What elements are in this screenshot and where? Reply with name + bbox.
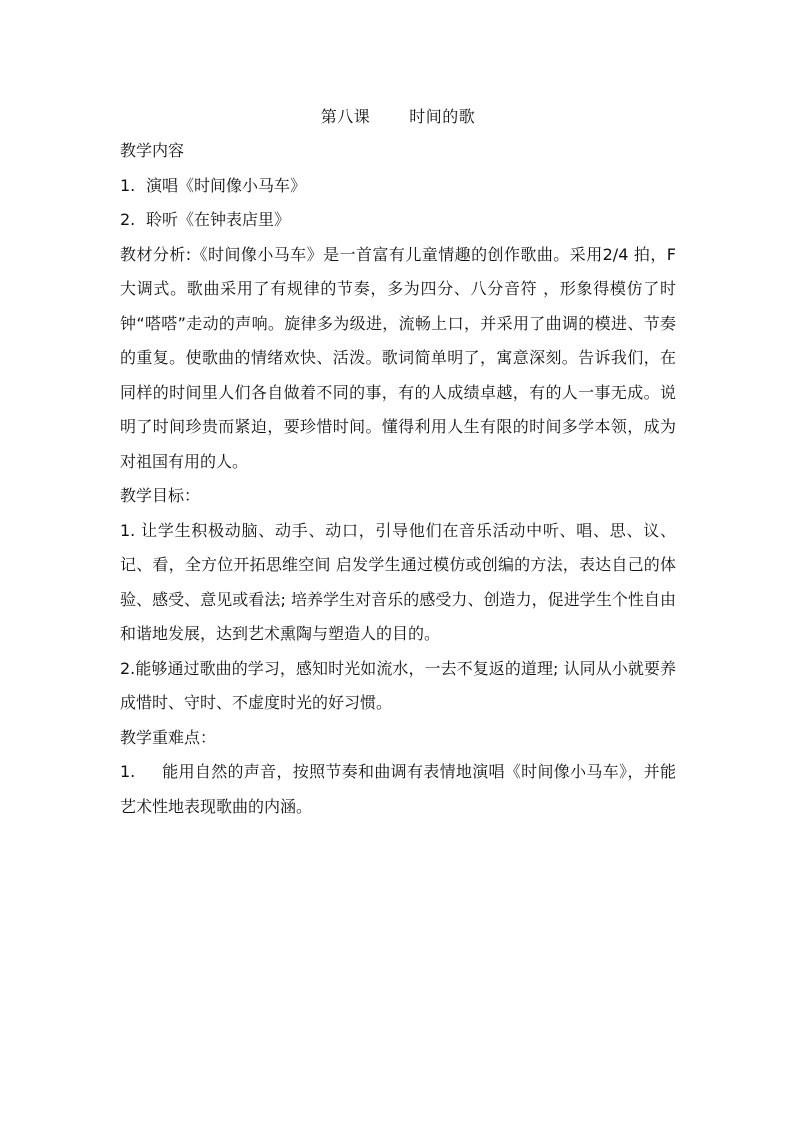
content-item-text: 聆听《在钟表店里》	[146, 210, 291, 229]
lesson-title: 第八课 时间的歌	[320, 107, 476, 126]
key-point-item-1	[120, 755, 676, 824]
section-heading-content: 教学内容	[120, 141, 185, 160]
goal-item-2: 2.能够通过歌曲的学习，感知时光如流水，一去不复返的道理; 认同从小就要养成惜时、守时、不虚度时光的好习惯。	[120, 658, 676, 712]
content-item-number: 2.	[120, 210, 136, 229]
section-heading-goals: 教学目标：	[120, 486, 201, 505]
key-point-text: 能用自然的声音，按照节奏和曲调有表情地演唱《时间像小马车》，并能艺术性地表现歌曲的内涵。	[120, 762, 676, 816]
document-body	[120, 100, 676, 824]
content-item-text: 演唱《时间像小马车》	[146, 175, 307, 195]
content-item-number: 1.	[120, 175, 136, 195]
goal-item-1: 1. 让学生积极动脑、动手、动口，引导他们在音乐活动中听、唱、思、议、记、看，全方位开拓思维空间 启发学生通过模仿或创编的方法，表达自己的体验、感受、意见或看法; 培养学生对音乐的感受力、创造力，促进学生个性自由和谐地发展，达到艺术熏陶与塑造人的目的。	[120, 520, 676, 643]
section-heading-key-points: 教学重难点：	[120, 727, 217, 747]
content-item-2	[120, 203, 676, 238]
key-point-number: 1.	[120, 762, 136, 781]
material-analysis-paragraph: 教材分析:《时间像小马车》是一首富有儿童情趣的创作歌曲。采用2/4 拍，F 大调式。歌曲采用了有规律的节奏，多为四分、八分音符 ，形象得模仿了时钟“嗒嗒”走动的声响。旋律多为级进，流畅上口，并采用了曲调的模进、节奏的重复。使歌曲的情绪欢快、活泼。歌词简单明了，寓意深刻。告诉我们，在同样的时间里人们各自做着不同的事，有的人成绩卓越，有的人一事无成。说明了时间珍贵而紧迫，要珍惜时间。懂得利用人生有限的时间多学本领，成为对祖国有用的人。	[120, 244, 676, 471]
content-item-1	[120, 169, 676, 204]
